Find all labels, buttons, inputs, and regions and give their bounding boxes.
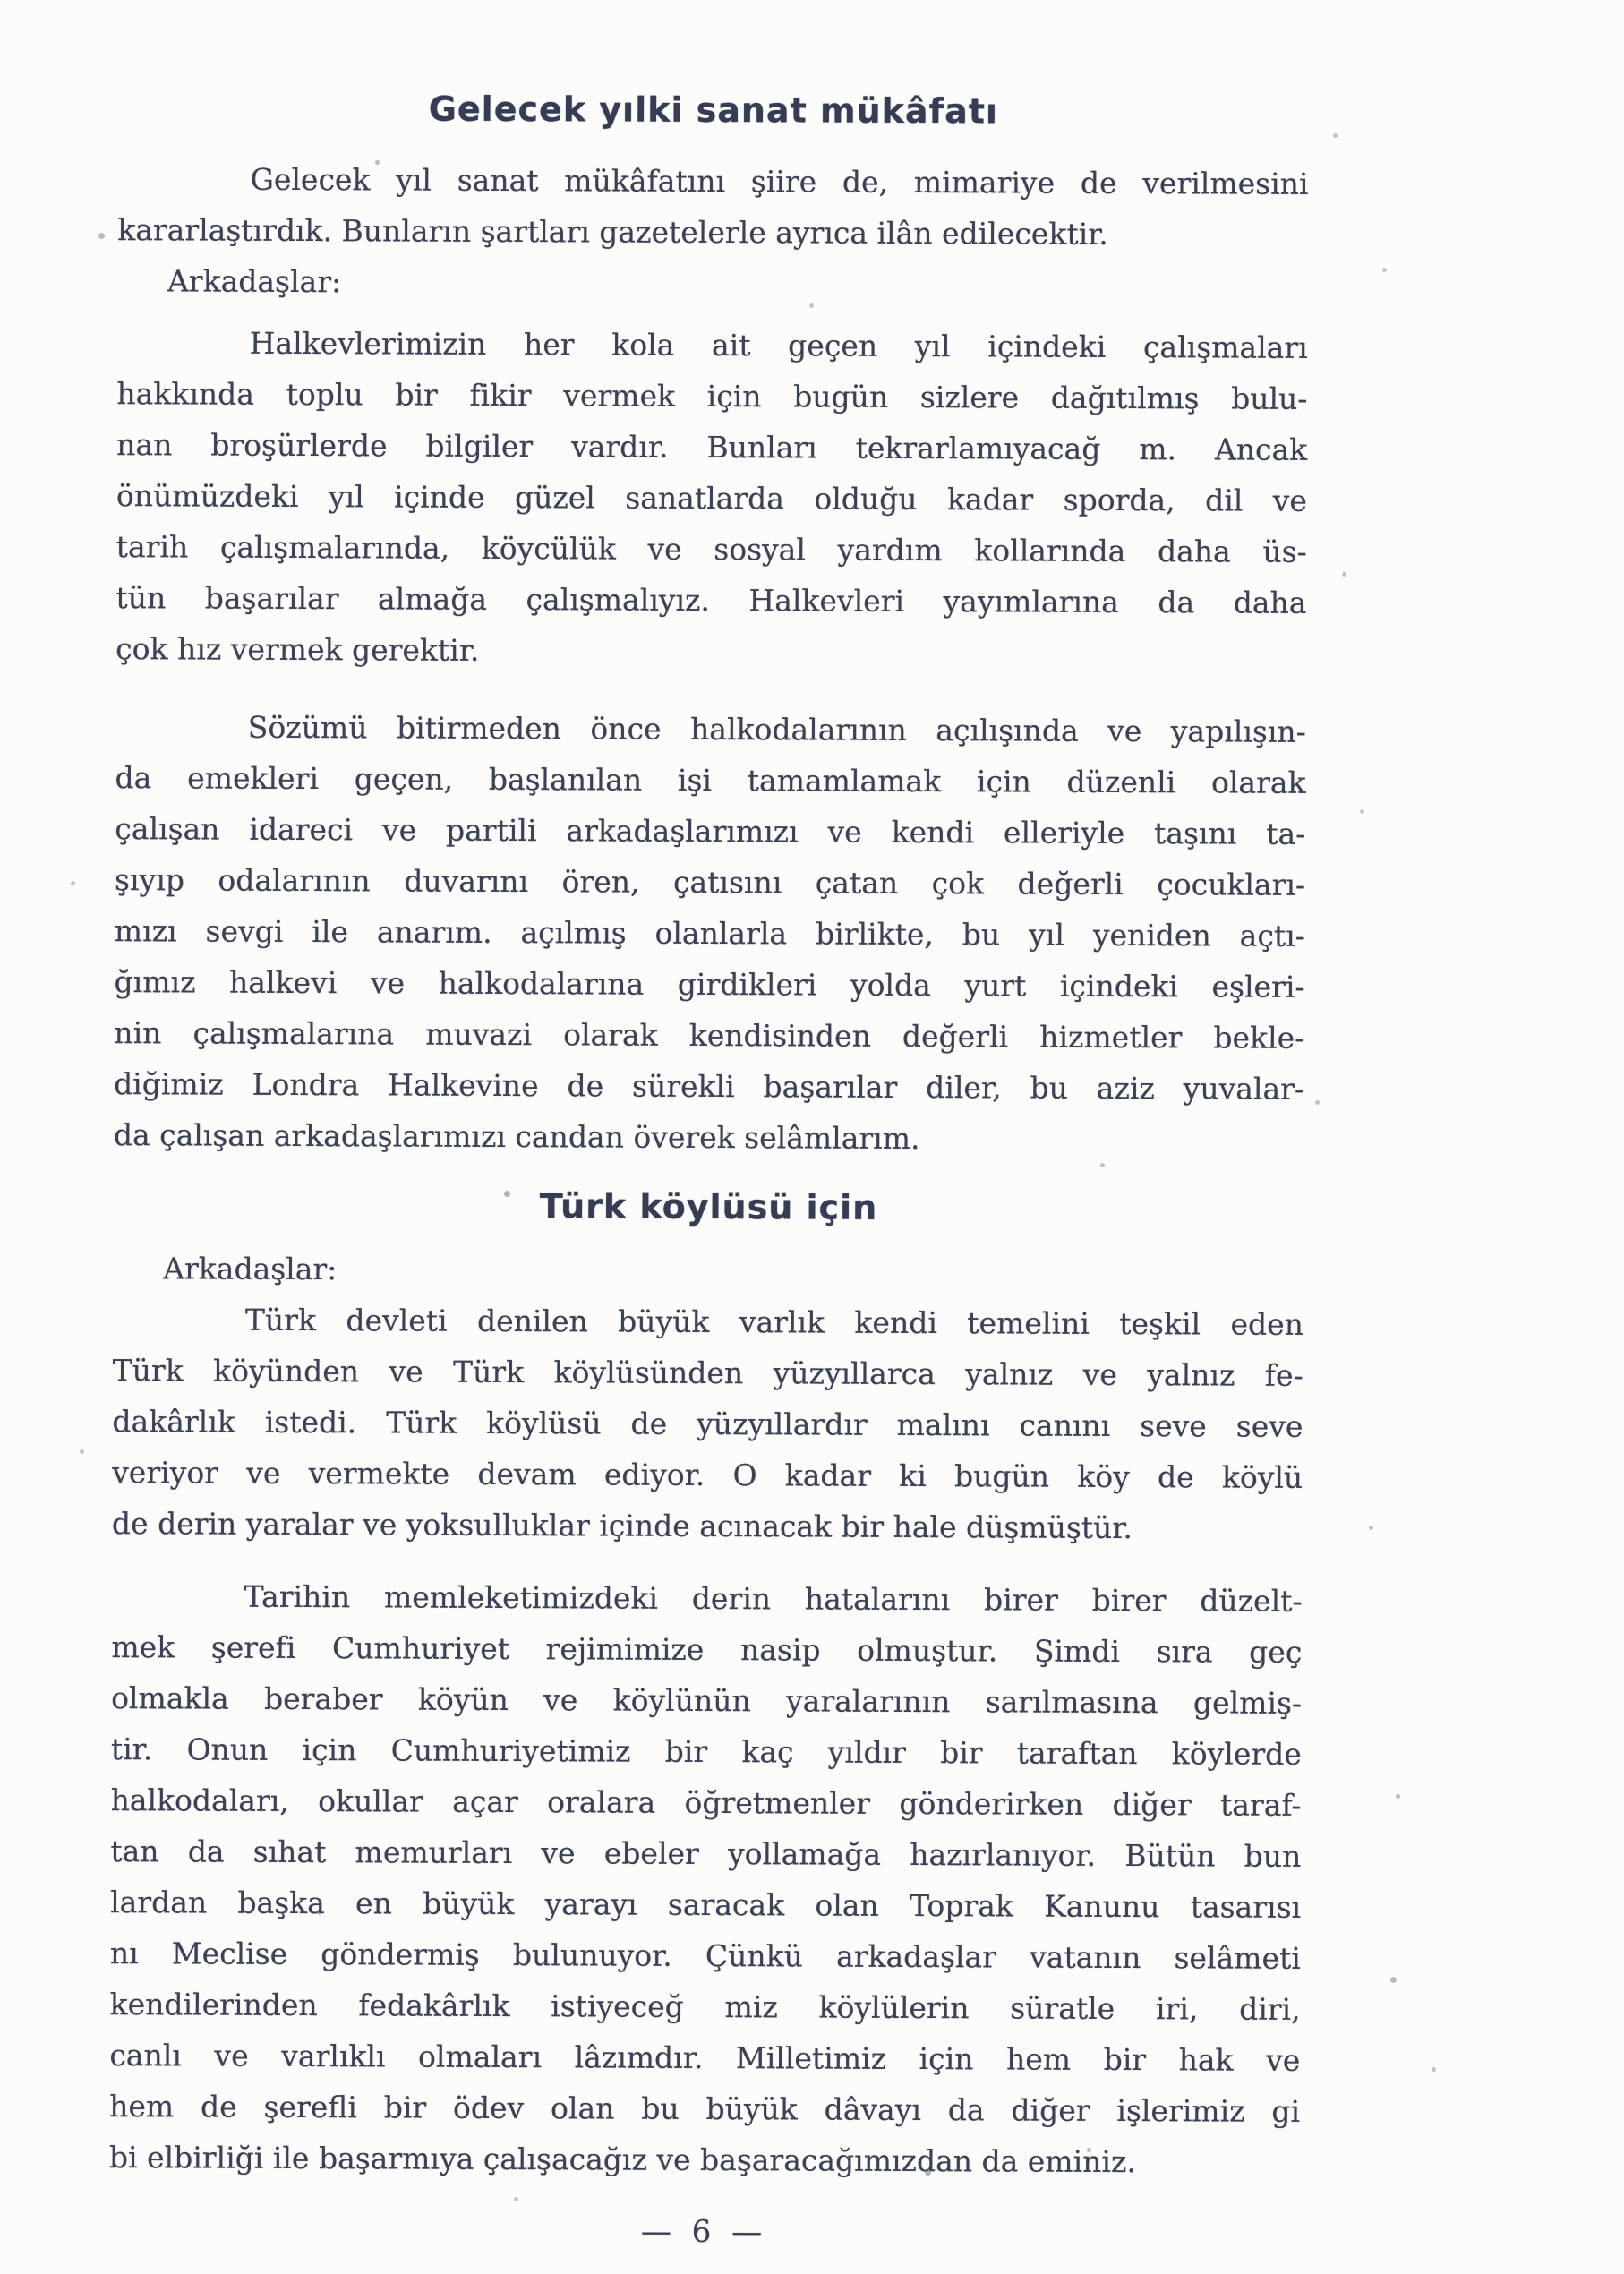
text-line: tir. Onun için Cumhuriyetimiz bir kaç yıldır bir taraftan köylerde [110,1731,1302,1772]
text-line: önümüzdeki yıl içinde güzel sanatlarda olduğu kadar sporda, dil ve [115,478,1308,518]
page-content [108,80,1309,2261]
text-line: kararlaştırdık. Bunların şartları gazetelerle ayrıca ilân edilecektir. [117,212,1108,252]
text-line: hakkında toplu bir fikir vermek için bugün sizlere dağıtılmış bulu- [116,376,1308,416]
paragraph [112,1294,1303,1554]
text-line: mızı sevgi ile anarım. açılmış olanlarla birlikte, bu yıl yeniden açtı- [114,913,1305,953]
text-line: de derin yaralar ve yoksulluklar içinde acınacak bir hale düşmüştür. [111,1506,1133,1546]
text-line: Türk devleti denilen büyük varlık kendi temelini teşkil eden [244,1302,1304,1342]
text-line: da çalışan arkadaşlarımızı candan överek selâmlarım. [113,1117,920,1157]
text-line: veriyor ve vermekte devam ediyor. O kadar ki bugün köy de köylü [112,1455,1303,1495]
salutation-paragraph [117,255,1308,312]
salutation-paragraph [113,1243,1303,1299]
text-line: halkodaları, okullar açar oralara öğretmenler gönderirken diğer taraf- [110,1782,1302,1823]
text-line: dakârlık istedi. Türk köylüsü de yüzyıllardır malını canını seve seve [112,1404,1303,1444]
paragraph [109,1570,1303,2188]
text-line: Gelecek yıl sanat mükâfatını şiire de, mimariye de verilmesini [250,161,1309,201]
text-line: çalışan idareci ve partili arkadaşlarımızı ve kendi elleriyle taşını ta- [115,811,1306,851]
text-line: da emekleri geçen, başlanılan işi tamamlamak için düzenli olarak [115,760,1306,800]
text-line: tarih çalışmalarında, köycülük ve sosyal yardım kollarında daha üs- [115,529,1307,569]
text-line: Türk köyünden ve Türk köylüsünden yüzyıllarca yalnız ve yalnız fe- [112,1353,1303,1393]
scan-speckles [0,0,3,3]
text-line: Sözümü bitirmeden önce halkodalarının açılışında ve yapılışın- [247,709,1306,749]
text-line: hem de şerefli bir ödev olan bu büyük dâvayı da diğer işlerimiz gi [109,2089,1301,2129]
text-line: nin çalışmalarına muvazi olarak kendisinden değerli hizmetler bekle- [114,1015,1305,1056]
text-line: tan da sıhat memurları ve ebeler yollamağa hazırlanıyor. Bütün bun [110,1834,1302,1874]
text-line: Halkevlerimizin her kola ait geçen yıl içindeki çalışmaları [249,325,1308,365]
section-2-heading: Türk köylüsü için [539,1186,878,1227]
salutation-line: Arkadaşlar: [167,263,342,300]
paragraph [115,317,1308,680]
paragraph [117,153,1308,261]
text-line: ğımız halkevi ve halkodalarına girdikleri yolda yurt içindeki eşleri- [114,964,1305,1004]
text-line: nan broşürlerde bilgiler vardır. Bunları tekrarlamıyacağ m. Ancak [116,427,1308,467]
text-line: nı Meclise göndermiş bulunuyor. Çünkü arkadaşlar vatanın selâmeti [109,1936,1301,1976]
text-line: olmakla beraber köyün ve köylünün yaralarının sarılmasına gelmiş- [111,1680,1303,1721]
text-line: diğimiz Londra Halkevine de sürekli başarılar diler, bu aziz yuvalar- [114,1066,1305,1107]
text-line: tün başarılar almağa çalışmalıyız. Halkevleri yayımlarına da daha [115,580,1307,620]
text-line: bi elbirliği ile başarmıya çalışacağız ve başaracağımızdan da eminiz. [108,2140,1136,2180]
paragraph [114,701,1306,1166]
salutation-line: Arkadaşlar: [163,1251,338,1287]
page-number: — 6 — [640,2213,768,2251]
text-line: canlı ve varlıklı olmaları lâzımdır. Milletimiz için hem bir hak ve [109,2038,1301,2078]
text-line: lardan başka en büyük yarayı saracak olan Toprak Kanunu tasarısı [110,1885,1302,1925]
text-line: çok hız vermek gerektir. [115,631,480,668]
text-line: mek şerefi Cumhuriyet rejimimize nasip olmuştur. Şimdi sıra geç [111,1629,1303,1670]
text-line: Tarihin memleketimizdeki derin hatalarını birer birer düzelt- [244,1578,1303,1619]
section-1-heading: Gelecek yılki sanat mükâfatı [428,89,999,132]
text-line: kendilerinden fedakârlık istiyeceğ miz köylülerin süratle iri, diri, [109,1987,1301,2027]
text-line: şıyıp odalarının duvarını ören, çatısını çatan çok değerli çocukları- [115,862,1306,902]
